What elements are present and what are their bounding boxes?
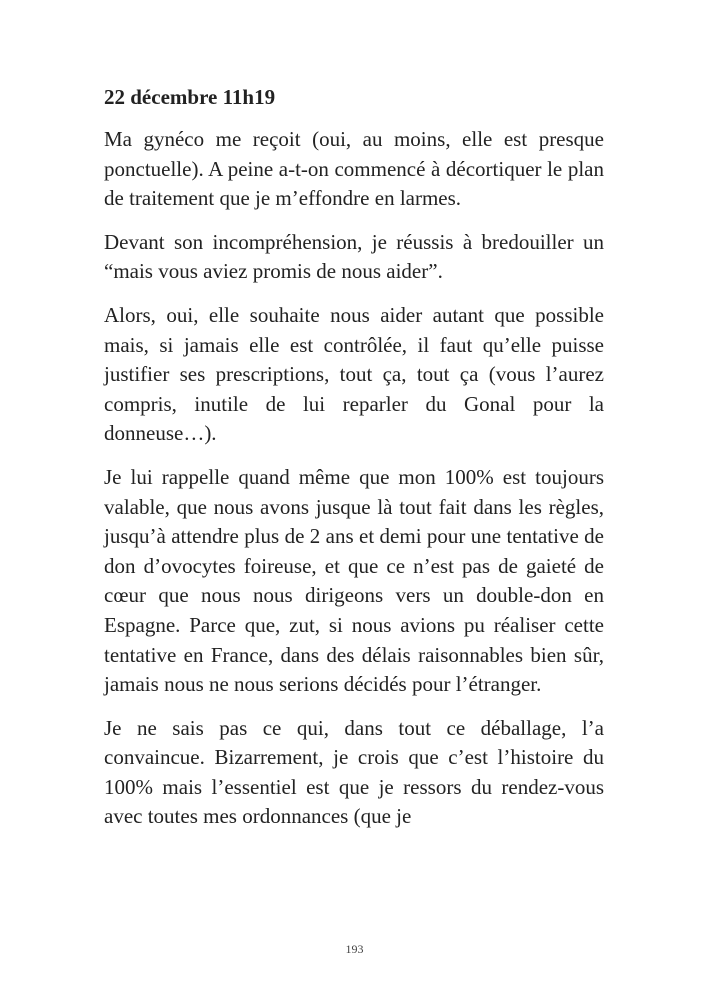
paragraph-4: Je lui rappelle quand même que mon 100% est toujours valable, que nous avons jusque là tout fait dans les règles, jusqu’à attendre plus de 2 ans et demi pour une tentative de don d’ovocytes foireuse, et que ce n’est pas de gaieté de cœur que nous nous dirigeons vers un double-don en Espagne. Parce que, zut, si nous avions pu réaliser cette tentative en France, dans des délais raisonnables bien sûr, jamais nous ne nous serions décidés pour l’étranger. xyxy=(104,464,604,697)
page-body xyxy=(104,82,604,846)
paragraph-5: Je ne sais pas ce qui, dans tout ce déballage, l’a convaincue. Bizarrement, je crois que c’est l’histoire du 100% mais l’essentiel est que je ressors du rendez-vous avec toutes mes ordonnances (que je xyxy=(104,715,604,829)
entry-heading: 22 décembre 11h19 xyxy=(104,85,276,109)
paragraph-2: Devant son incompréhension, je réussis à bredouiller un “mais vous aviez promis de nous aider”. xyxy=(104,229,604,284)
paragraph-1: Ma gynéco me reçoit (oui, au moins, elle est presque ponctuelle). A peine a-t-on commencé à décortiquer le plan de traitement que je m’effondre en larmes. xyxy=(104,127,604,211)
page-number: 193 xyxy=(345,942,364,956)
paragraph-3: Alors, oui, elle souhaite nous aider autant que possible mais, si jamais elle est contrôlée, il faut qu’elle puisse justifier ses prescriptions, tout ça, tout ça (vous l’aurez compris, inutile de lui reparler du Gonal pour la donneuse…). xyxy=(104,302,604,446)
